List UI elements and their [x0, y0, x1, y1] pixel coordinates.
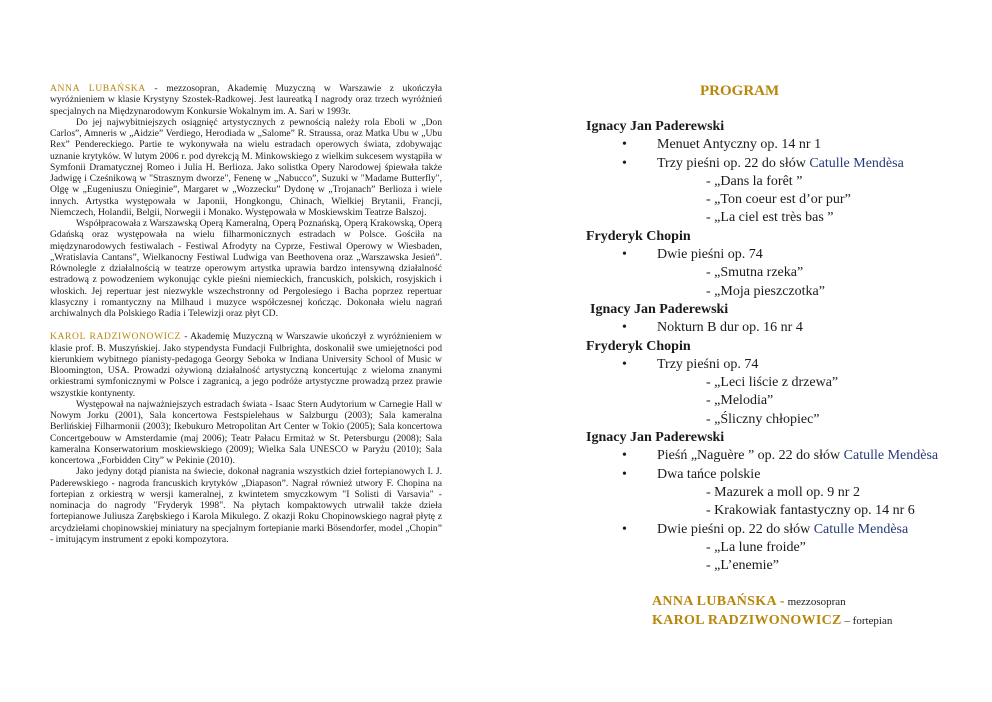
song-item: [586, 374, 966, 392]
work-title: Trzy pieśni op. 74: [657, 356, 759, 372]
bio-lubanska-text-1: - mezzosopran, Akademię Muzyczną w Warszawie z ukończyła wyróżnieniem w klasie Krystyny Szostek-Radkowej. Jest laureatką I nagrody oraz trzech wyróżnień specjalnych na Międzynarodowym Konkursie Wokalnym im. A. Sari w 1993r.: [50, 83, 442, 117]
song-title: „Dans la forêt ”: [714, 173, 803, 189]
dash-icon: -: [706, 265, 711, 281]
bio-radziwonowicz-text-2: Występował na najważniejszych estradach świata - Isaac Stern Audytorium w Carnegie Hall w Nowym Jorku (2001), Sala koncertowa Festspielehaus w Salzburgu (2003); Sala kameralna Berlińskiej Filharmonii (2003); Ikebukuro Metropolitan Art Center w Tokio (2005); Sala koncertowa Concertgebouw w Amsterdamie (maj 2006); Teatr Pałacu Ermitaż w St. Petersburgu (2008); Sala kameralna Konserwatorium moskiewskiego (2009); Wielka Sala UNESCO w Paryżu (2010); Sala koncertowa „Forbidden City” w Pekinie (2010).: [50, 398, 442, 466]
song-item: [586, 502, 966, 520]
work-title: Dwa tańce polskie: [657, 466, 761, 482]
work-title: Nokturn B dur op. 16 nr 4: [657, 320, 803, 336]
performer-name: KAROL RADZIWONOWICZ: [652, 612, 842, 628]
dash-icon: -: [706, 411, 711, 427]
song-title: „Smutna rzeka”: [714, 265, 804, 281]
dash-icon: -: [706, 210, 711, 226]
poet-name: Catulle Mendèsa: [813, 521, 909, 537]
work-title: Dwie pieśni op. 22 do słów: [657, 521, 814, 537]
performer-line: [586, 593, 966, 611]
song-item: [586, 392, 966, 410]
program-item: [586, 447, 966, 465]
song-title: „La ciel est très bas ”: [714, 210, 834, 226]
program-item: [586, 466, 966, 484]
song-title: „Śliczny chłopiec”: [714, 411, 820, 427]
bullet-icon: •: [622, 247, 627, 263]
program-item: [586, 155, 966, 173]
song-item: [586, 191, 966, 209]
work-title: Trzy pieśni op. 22 do słów: [657, 155, 810, 171]
program-item: [586, 246, 966, 264]
bio-name-lubanska: ANNA LUBAŃSKA: [50, 83, 146, 94]
song-item: [586, 264, 966, 282]
bullet-icon: •: [622, 137, 627, 153]
composer-heading: Fryderyk Chopin: [586, 338, 691, 354]
bullet-icon: •: [622, 448, 627, 464]
work-title: Dwie pieśni op. 74: [657, 247, 763, 263]
program-item: [586, 521, 966, 539]
song-item: [586, 209, 966, 227]
bullet-icon: •: [622, 521, 627, 537]
dash-icon: -: [706, 503, 711, 519]
performer-role: – fortepian: [841, 614, 893, 627]
bio-lubanska-intro: [50, 83, 442, 117]
song-title: Krakowiak fantastyczny op. 14 nr 6: [714, 503, 915, 519]
bio-lubanska-text-3: Współpracowała z Warszawską Operą Kameralną, Operą Poznańską, Operą Krakowską, Operą Gdańską oraz występowała na wielu filharmonicznych estradach w Polsce. Gościła na międzynarodowych festiwalach - Festiwal Afrodyty na Cyprze, Festiwal Operowy w Wiesbaden, „Wratislavia Cantans”, Wielkanocny Festiwal Ludwiga van Beethovena oraz „Warszawska Jesień”. Równolegle z działalnością w teatrze operowym artystka uprawia bardzo intensywną działalność estradową z powodzeniem wykonując cykle pieśni niemieckich, francuskich, polskich, rosyjskich i włoskich. Jej repertuar jest niezwykle wszechstronny od Pergolesiego i Bacha poprzez repertuar klasyczny i romantyczny na Milhaud i muzyce współczesnej kończąc. Dokonała wielu nagrań archiwalnych dla Polskiego Radia i Telewizji oraz płyt CD.: [50, 218, 442, 319]
work-title: Menuet Antyczny op. 14 nr 1: [657, 137, 822, 153]
song-item: [586, 484, 966, 502]
song-item: [586, 557, 966, 575]
performer-line: [586, 612, 966, 630]
composer-heading: Ignacy Jan Paderewski: [586, 430, 725, 446]
bio-lubanska-text-2: Do jej najwybitniejszych osiągnięć artystycznych z pewnością należy rola Eboli w „Don Carlos”, Amneris w „Aidzie” Verdiego, Herodiada w „Salome” R. Straussa, oraz Matka Ubu w „Ubu Rex” Pendereckiego. Partie te wykonywała na wielu estradach operowych świata, zdobywając uznanie krytyków. W lutym 2006 r. pod dyrekcją M. Minkowskiego z wielkim sukcesem wystąpiła w Symfonii Dramatycznej Romeo i Julia H. Berlioza. Jako solistka Opery Narodowej śpiewała także Jadwigę i Cześnikową w "Strasznym dworze", Fenenę w „Nabucco”, Suzuki w "Madame Butterfly", Olgę w „Eugeniuszu Onieginie”, Margaret w „Wozzecku” Dydonę w „Trojanach” Berlioza i wiele innych. Artystka występowała w Japonii, Hongkongu, Chinach, Wielkiej Brytanii, Francji, Niemczech, Holandii, Belgii, Norwegii i Monako. Występowała w Moskiewskim Teatrze Balszoj.: [50, 116, 442, 218]
song-item: [586, 173, 966, 191]
song-item: [586, 283, 966, 301]
program-column: [586, 0, 966, 630]
bullet-icon: •: [622, 466, 627, 482]
bullet-icon: •: [622, 155, 627, 171]
song-item: [586, 539, 966, 557]
song-title: „La lune froide”: [714, 539, 806, 555]
song-title: „Leci liście z drzewa”: [714, 375, 839, 391]
dash-icon: -: [706, 173, 711, 189]
song-title: „Ton coeur est d’or pur”: [714, 192, 851, 208]
composer-heading: Ignacy Jan Paderewski: [590, 301, 729, 317]
program-item: [586, 319, 966, 337]
dash-icon: -: [706, 192, 711, 208]
bio-radziwonowicz-intro: [50, 331, 442, 399]
bullet-icon: •: [622, 320, 627, 336]
song-title: „Moja pieszczotka”: [714, 283, 825, 299]
poet-name: Catulle Mendèsa: [809, 155, 904, 171]
dash-icon: -: [706, 484, 711, 500]
song-title: „Melodia”: [714, 393, 774, 409]
poet-name: Catulle Mendèsa: [843, 448, 939, 464]
song-title: Mazurek a moll op. 9 nr 2: [714, 484, 860, 500]
dash-icon: -: [706, 375, 711, 391]
dash-icon: -: [706, 283, 711, 299]
dash-icon: -: [706, 393, 711, 409]
program-title: PROGRAM: [700, 83, 780, 99]
bio-radziwonowicz-text-3: Jako jedyny dotąd pianista na świecie, dokonał nagrania wszystkich dzieł fortepianowych I. J. Paderewskiego - nagroda francuskich krytyków „Diapason”. Nagrał również utwory F. Chopina na fortepian z orkiestrą w wersji kameralnej, z kwintetem smyczkowym "I Solisti di Varsavia" - nominacja do nagrody "Fryderyk 1998". Na płytach kompaktowych utrwalił także dzieła fortepianowe Juliusza Zarębskiego i Karola Mikulego. Z okazji Roku Chopinowskiego nagrał płytę z arcydziełami chopinowskiej miniatury na specjalnym fortepianie marki Bösendorfer, model „Chopin” - imitującym instrument z epoki kompozytora.: [50, 466, 442, 545]
song-item: [586, 411, 966, 429]
song-title: „L’enemie”: [714, 558, 779, 574]
program-item: [586, 136, 966, 154]
work-title: Pieśń „Naguère ” op. 22 do słów: [657, 448, 844, 464]
bullet-icon: •: [622, 356, 627, 372]
dash-icon: -: [706, 558, 711, 574]
composer-heading: Ignacy Jan Paderewski: [586, 119, 725, 134]
bio-radziwonowicz-text-1: - Akademię Muzyczną w Warszawie ukończył z wyróżnieniem w klasie prof. B. Muszyńskiej. Jako stypendysta Fundacji Fulbrighta, doskonalił swe umiejętności pod kierunkiem wybitnego pianisty-pedagoga Georgy Seboka w Indiana University School of Music w Bloomington, USA. Prowadzi ożywioną działalność artystyczną koncertując z wieloma znanymi orkiestrami symfonicznymi w Polsce i zagranicą, a jego podróże artystyczne prowadzą przez prawie wszystkie kontynenty.: [50, 331, 442, 399]
performer-role: mezzosopran: [784, 596, 846, 609]
composer-heading: Fryderyk Chopin: [586, 228, 691, 244]
dash-icon: -: [706, 539, 711, 555]
biographies-column: [50, 83, 442, 545]
performer-name: ANNA LUBAŃSKA -: [652, 594, 785, 610]
bio-name-radziwonowicz: KAROL RADZIWONOWICZ: [50, 331, 181, 343]
program-item: [586, 356, 966, 374]
